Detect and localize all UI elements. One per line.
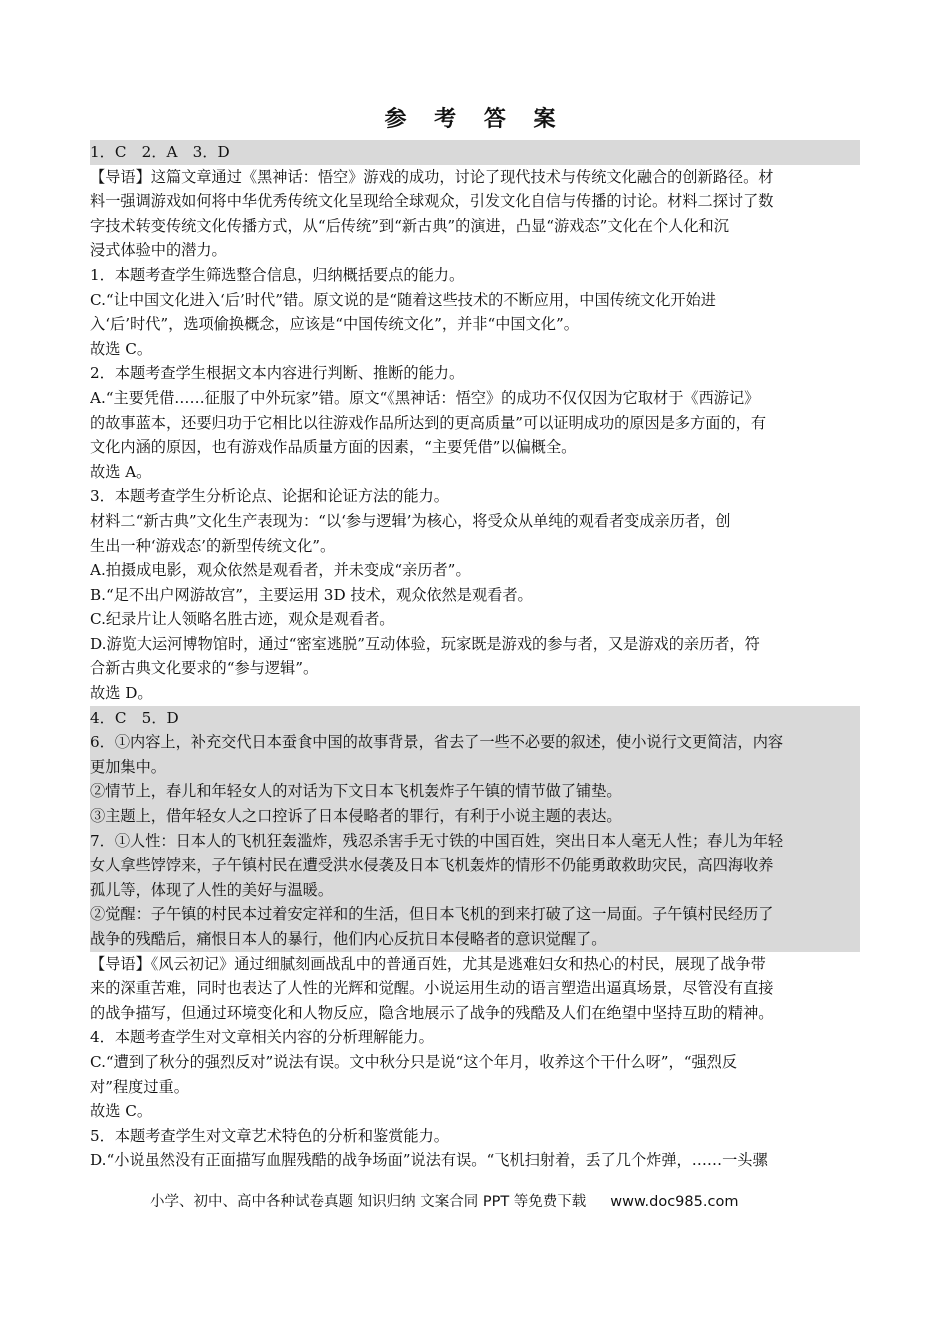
text-line: 生出一种‘游戏态’的新型传统文化”。 — [90, 536, 336, 555]
text-line: ③主题上，借年轻女人之口控诉了日本侵略者的罪行，有利于小说主题的表达。 — [90, 804, 860, 829]
text-line: C.“让中国文化进入‘后’时代”错。原文说的是“随着这些技术的不断应用，中国传统文化开始进 — [90, 290, 716, 309]
text-line: D.游览大运河博物馆时，通过“密室逃脱”互动体验，玩家既是游戏的参与者，又是游戏的亲历者，符 — [90, 634, 760, 653]
text-line: 【导语】这篇文章通过《黑神话：悟空》游戏的成功，讨论了现代技术与传统文化融合的创新路径。材 — [90, 167, 774, 186]
text-line: 孤儿等，体现了人性的美好与温暖。 — [90, 878, 860, 903]
text-line: 故选 D。 — [90, 684, 153, 703]
text-line: 材料二“新古典”文化生产表现为：“以‘参与逻辑’为核心，将受众从单纯的观看者变成亲历者，创 — [90, 511, 731, 530]
text-line: 【导语】《风云初记》通过细腻刻画战乱中的普通百姓，尤其是逃难妇女和热心的村民，展现了战争带 — [90, 954, 766, 973]
text-line: 2．本题考查学生根据文本内容进行判断、推断的能力。 — [90, 364, 465, 383]
text-line: 故选 C。 — [90, 1102, 153, 1121]
text-line: 来的深重苦难，同时也表达了人性的光辉和觉醒。小说运用生动的语言塑造出逼真场景，尽管没有直接 — [90, 979, 774, 998]
text-line: C.“遭到了秋分的强烈反对”说法有误。文中秋分只是说“这个年月，收养这个干什么呀”，“强烈反 — [90, 1052, 738, 1071]
text-line: ②觉醒：子午镇的村民本过着安定祥和的生活，但日本飞机的到来打破了这一局面。子午镇村民经历了 — [90, 902, 860, 927]
text-line: 故选 A。 — [90, 462, 152, 481]
text-line: 4．本题考查学生对文章相关内容的分析理解能力。 — [90, 1028, 434, 1047]
text-line: 故选 C。 — [90, 339, 153, 358]
text-line: 4．C 5．D — [90, 706, 860, 731]
text-line: 合新古典文化要求的“参与逻辑”。 — [90, 659, 319, 678]
text-line: 入‘后’时代”，选项偷换概念，应该是“中国传统文化”，并非“中国文化”。 — [90, 315, 579, 334]
text-line: 7．①人性：日本人的飞机狂轰滥炸，残忍杀害手无寸铁的中国百姓，突出日本人毫无人性；春儿为年轻 — [90, 829, 860, 854]
text-line: 的故事蓝本，还要归功于它相比以往游戏作品所达到的更高质量”可以证明成功的原因是多方面的，有 — [90, 413, 767, 432]
text-line: 6．①内容上，补充交代日本蚕食中国的故事背景，省去了一些不必要的叙述，使小说行文更简洁，内容 — [90, 730, 860, 755]
page-footer — [150, 1190, 850, 1211]
text-line: 字技术转变传统文化传播方式，从“后传统”到“新古典”的演进，凸显“游戏态”文化在个人化和沉 — [90, 216, 729, 235]
text-line: ②情节上，春儿和年轻女人的对话为下文日本飞机轰炸子午镇的情节做了铺垫。 — [90, 779, 860, 804]
text-line: 战争的残酷后，痛恨日本人的暴行，他们内心反抗日本侵略者的意识觉醒了。 — [90, 927, 860, 952]
text-line: 料一强调游戏如何将中华优秀传统文化呈现给全球观众，引发文化自信与传播的讨论。材料二探讨了数 — [90, 192, 774, 211]
answer-content — [90, 140, 860, 1173]
text-line: 1．C 2．A 3．D — [90, 140, 860, 165]
text-line: B.“足不出户网游故宫”，主要运用 3D 技术，观众依然是观看者。 — [90, 585, 533, 604]
text-line: 3．本题考查学生分析论点、论据和论证方法的能力。 — [90, 487, 449, 506]
footer-site-link[interactable]: www.doc985.com — [610, 1194, 739, 1210]
text-line: 女人拿些饽饽来，子午镇村民在遭受洪水侵袭及日本飞机轰炸的情形不仍能勇敢救助灾民，高四海收养 — [90, 853, 860, 878]
text-line: 对”程度过重。 — [90, 1077, 189, 1096]
page-title: 参 考 答 案 — [384, 106, 566, 132]
text-line: 1．本题考查学生筛选整合信息，归纳概括要点的能力。 — [90, 265, 465, 284]
text-line: 浸式体验中的潜力。 — [90, 241, 227, 260]
text-line: 文化内涵的原因，也有游戏作品质量方面的因素，“主要凭借”以偏概全。 — [90, 438, 577, 457]
text-line: D.“小说虽然没有正面描写血腥残酷的战争场面”说法有误。“飞机扫射着，丢了几个炸弹，……一头骡 — [90, 1151, 768, 1170]
text-line: 更加集中。 — [90, 755, 860, 780]
text-line: 5．本题考查学生对文章艺术特色的分析和鉴赏能力。 — [90, 1126, 449, 1145]
text-line: C.纪录片让人领略名胜古迹，观众是观看者。 — [90, 610, 395, 629]
text-line: A.拍摄成电影，观众依然是观看者，并未变成“亲历者”。 — [90, 561, 471, 580]
text-line: A.“主要凭借……征服了中外玩家”错。原文“《黑神话：悟空》的成功不仅仅因为它取材于《西游记》 — [90, 388, 760, 407]
text-line: 的战争描写，但通过环境变化和人物反应，隐含地展示了战争的残酷及人们在绝望中坚持互助的精神。 — [90, 1003, 774, 1022]
footer-text: 小学、初中、高中各种试卷真题 知识归纳 文案合同 PPT 等免费下载 — [150, 1194, 587, 1210]
